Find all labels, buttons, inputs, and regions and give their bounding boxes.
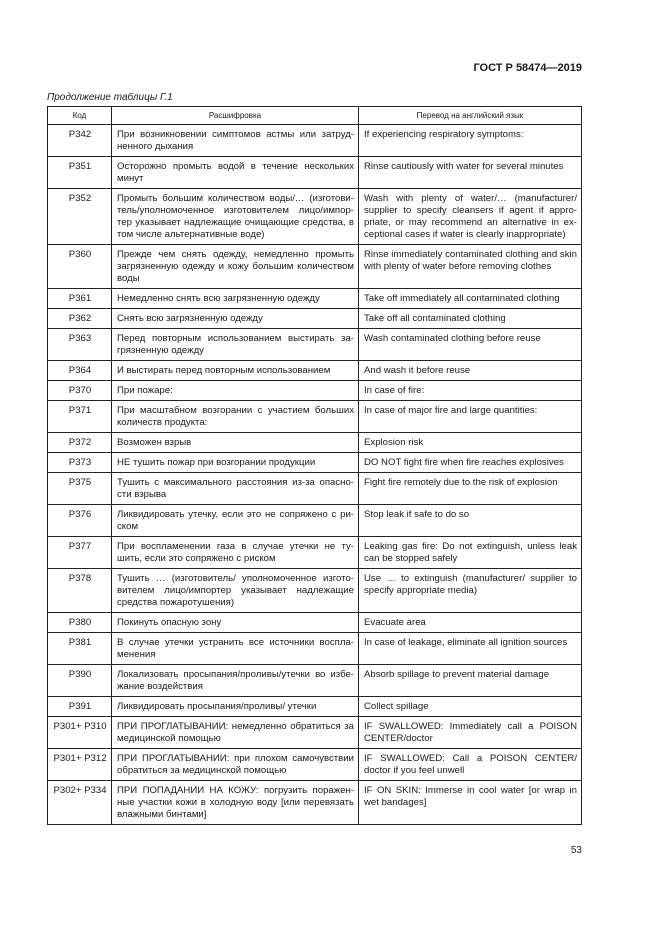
cell-ru: Ликвидировать просыпания/проливы/ утечки	[112, 697, 359, 717]
table-row	[48, 401, 582, 433]
table-row	[48, 473, 582, 505]
cell-en: In case of fire:	[359, 381, 582, 401]
cell-ru: Ликвидировать утечку, если это не сопряжено с ри-ском	[112, 505, 359, 537]
table-header-row	[48, 107, 582, 125]
table-row	[48, 505, 582, 537]
cell-en: Stop leak if safe to do so	[359, 505, 582, 537]
cell-en: Rinse cautiously with water for several minutes	[359, 157, 582, 189]
table-row	[48, 433, 582, 453]
cell-en: Take off all contaminated clothing	[359, 309, 582, 329]
cell-ru: При воспламенении газа в случае утечки не ту-шить, если это сопряжено с риском	[112, 537, 359, 569]
cell-en: Absorb spillage to prevent material damage	[359, 665, 582, 697]
table-row	[48, 245, 582, 289]
table-row	[48, 537, 582, 569]
cell-code: P302+ P334	[48, 781, 112, 825]
column-header-code: Код	[48, 107, 112, 125]
cell-en: Evacuate area	[359, 613, 582, 633]
table-row	[48, 749, 582, 781]
cell-en: In case of leakage, eliminate all ignition sources	[359, 633, 582, 665]
cell-code: P371	[48, 401, 112, 433]
cell-code: P342	[48, 125, 112, 157]
cell-code: P378	[48, 569, 112, 613]
cell-code: P380	[48, 613, 112, 633]
table-row	[48, 665, 582, 697]
cell-en: DO NOT fight fire when fire reaches explosives	[359, 453, 582, 473]
table-row	[48, 189, 582, 245]
cell-ru: ПРИ ПОПАДАНИИ НА КОЖУ: погрузить поражен-ные участки кожи в холодную воду [или перевязать влажными бинтами]	[112, 781, 359, 825]
cell-en: Take off immediately all contaminated clothing	[359, 289, 582, 309]
cell-code: P370	[48, 381, 112, 401]
cell-en: Leaking gas fire: Do not extinguish, unless leak can be stopped safely	[359, 537, 582, 569]
table-caption: Продолжение таблицы Г.1	[47, 92, 173, 103]
column-header-en: Перевод на английский язык	[359, 107, 582, 125]
cell-ru: И выстирать перед повторным использованием	[112, 361, 359, 381]
table-row	[48, 453, 582, 473]
cell-code: P301+ P310	[48, 717, 112, 749]
cell-code: P377	[48, 537, 112, 569]
cell-code: P373	[48, 453, 112, 473]
cell-en: Use … to extinguish (manufacturer/ supplier to specify appropriate media)	[359, 569, 582, 613]
cell-code: P376	[48, 505, 112, 537]
cell-ru: Немедленно снять всю загрязненную одежду	[112, 289, 359, 309]
cell-ru: В случае утечки устранить все источники воспла-менения	[112, 633, 359, 665]
cell-code: P363	[48, 329, 112, 361]
table-row	[48, 613, 582, 633]
cell-ru: Возможен взрыв	[112, 433, 359, 453]
cell-code: P390	[48, 665, 112, 697]
cell-ru: НЕ тушить пожар при возгорании продукции	[112, 453, 359, 473]
cell-ru: ПРИ ПРОГЛАТЫВАНИИ: при плохом самочувствии обратиться за медицинской помощью	[112, 749, 359, 781]
cell-code: P352	[48, 189, 112, 245]
cell-code: P360	[48, 245, 112, 289]
cell-en: Wash with plenty of water/… (manufacturer/ supplier to specify cleansers if agent if appro-priate, or may recommend an alternative in ex-ceptional cases if water is clearly inappropriate)	[359, 189, 582, 245]
cell-code: P301+ P312	[48, 749, 112, 781]
table-row	[48, 309, 582, 329]
cell-ru: При возникновении симптомов астмы или затруд-ненного дыхания	[112, 125, 359, 157]
table-row	[48, 329, 582, 361]
cell-en: IF SWALLOWED: Call a POISON CENTER/ doctor if you feel unwell	[359, 749, 582, 781]
table-row	[48, 781, 582, 825]
cell-en: Rinse immediately contaminated clothing and skin with plenty of water before removing clothes	[359, 245, 582, 289]
table-row	[48, 569, 582, 613]
table-body	[48, 125, 582, 825]
cell-code: P362	[48, 309, 112, 329]
cell-en: In case of major fire and large quantities:	[359, 401, 582, 433]
table-row	[48, 717, 582, 749]
cell-ru: Локализовать просыпания/проливы/утечки во избе-жание воздействия	[112, 665, 359, 697]
cell-ru: Осторожно промыть водой в течение нескольких минут	[112, 157, 359, 189]
table-row	[48, 125, 582, 157]
cell-code: P381	[48, 633, 112, 665]
cell-en: Collect spillage	[359, 697, 582, 717]
cell-en: Fight fire remotely due to the risk of explosion	[359, 473, 582, 505]
cell-en: IF ON SKIN: Immerse in cool water [or wrap in wet bandages]	[359, 781, 582, 825]
table-row	[48, 289, 582, 309]
cell-en: Wash contaminated clothing before reuse	[359, 329, 582, 361]
table-row	[48, 633, 582, 665]
cell-ru: При пожаре:	[112, 381, 359, 401]
cell-ru: ПРИ ПРОГЛАТЫВАНИИ: немедленно обратиться за медицинской помощью	[112, 717, 359, 749]
cell-ru: При масштабном возгорании с участием больших количеств продукта:	[112, 401, 359, 433]
column-header-ru: Расшифровка	[112, 107, 359, 125]
table-row	[48, 361, 582, 381]
cell-code: P351	[48, 157, 112, 189]
cell-ru: Снять всю загрязненную одежду	[112, 309, 359, 329]
cell-code: P361	[48, 289, 112, 309]
table-row	[48, 381, 582, 401]
cell-ru: Промыть большим количеством воды/… (изготови-тель/уполномоченное изготовителем лицо/импор-тер указывает надлежащие очищающие средства, в том числе альтернативные воде)	[112, 189, 359, 245]
document-code: ГОСТ Р 58474—2019	[473, 62, 582, 74]
cell-ru: Перед повторным использованием выстирать за-грязненную одежду	[112, 329, 359, 361]
table-row	[48, 157, 582, 189]
hazard-phrases-table	[47, 106, 582, 825]
cell-en: And wash it before reuse	[359, 361, 582, 381]
cell-en: Explosion risk	[359, 433, 582, 453]
cell-ru: Покинуть опасную зону	[112, 613, 359, 633]
cell-code: P372	[48, 433, 112, 453]
cell-code: P375	[48, 473, 112, 505]
cell-code: P364	[48, 361, 112, 381]
cell-en: If experiencing respiratory symptoms:	[359, 125, 582, 157]
cell-ru: Тушить … (изготовитель/ уполномоченное изгото-вителем лицо/импортер указывает надлежащие средства пожаротушения)	[112, 569, 359, 613]
cell-code: P391	[48, 697, 112, 717]
table-row	[48, 697, 582, 717]
cell-ru: Прежде чем снять одежду, немедленно промыть загрязненную одежду и кожу большим количеством воды	[112, 245, 359, 289]
cell-ru: Тушить с максимального расстояния из-за опасно-сти взрыва	[112, 473, 359, 505]
page-number: 53	[570, 845, 582, 856]
cell-en: IF SWALLOWED: Immediately call a POISON CENTER/doctor	[359, 717, 582, 749]
